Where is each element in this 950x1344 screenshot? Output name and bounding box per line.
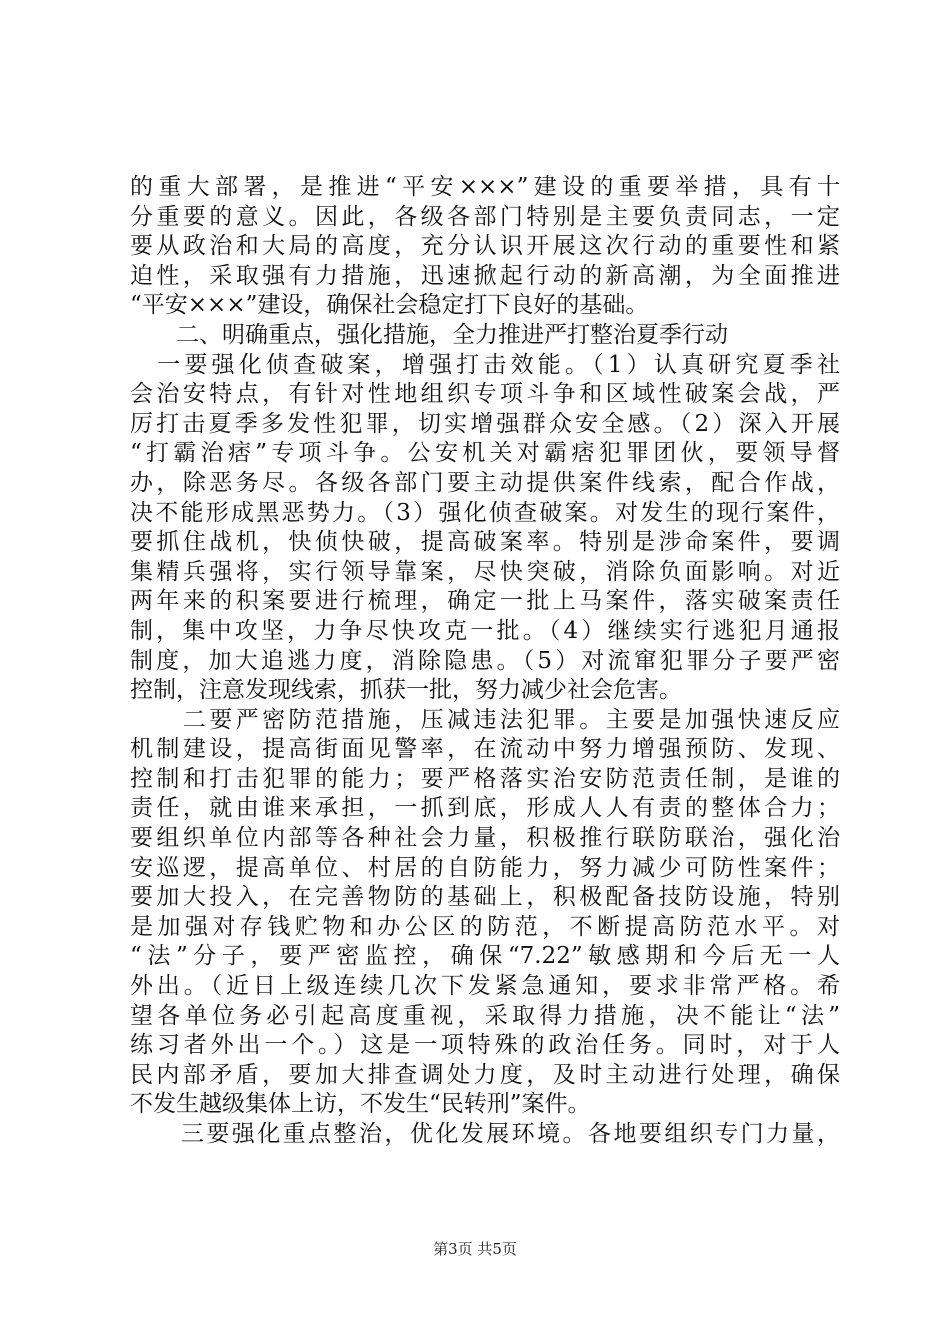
text-line: 控制和打击犯罪的能力；要严格落实治安防范责任制，是谁的: [130, 765, 840, 792]
text-line: 制，集中攻坚，力争尽快攻克一批。（4）继续实行逃犯月通报: [130, 617, 840, 644]
text-line: 要抓住战机，快侦快破，提高破案率。特别是涉命案件，要调: [130, 529, 840, 556]
text-line: 控制，注意发现线索，抓获一批，努力减少社会危害。: [130, 677, 682, 704]
text-line: 外出。（近日上级连续几次下发紧急通知，要求非常严格。希: [130, 973, 840, 1000]
text-line: “打霸治痞”专项斗争。公安机关对霸痞犯罪团伙，要领导督: [130, 440, 840, 467]
text-line: 望各单位务必引起高度重视，采取得力措施，决不能让“法”: [130, 1002, 840, 1029]
text-line: 机制建设，提高街面见警率，在流动中努力增强预防、发现、: [130, 736, 840, 763]
text-line: 办，除恶务尽。各级各部门要主动提供案件线索，配合作战，: [130, 469, 840, 496]
text-line: 分重要的意义。因此，各级各部门特别是主要负责同志，一定: [130, 203, 840, 230]
page-footer: [0, 1238, 950, 1259]
text-line: 民内部矛盾，要加大排查调处力度，及时主动进行处理，确保: [130, 1061, 840, 1088]
text-line: 要加大投入，在完善物防的基础上，积极配备技防设施，特别: [130, 884, 840, 911]
body-text: [130, 173, 840, 1150]
text-line: “法”分子，要严密监控，确保“7.22”敏感期和今后无一人: [130, 943, 840, 970]
text-line: 厉打击夏季多发性犯罪，切实增强群众安全感。（2）深入开展: [130, 410, 840, 437]
text-line: 不发生越级集体上访，不发生“民转刑”案件。: [130, 1091, 591, 1118]
text-line: 的重大部署，是推进“平安×××”建设的重要举措，具有十: [130, 174, 840, 200]
text-line: 一要强化侦查破案，增强打击效能。（1）认真研究夏季社: [130, 351, 840, 378]
text-line: 是加强对存钱贮物和办公区的防范，不断提高防范水平。对: [130, 913, 840, 940]
text-line: 制度，加大追逃力度，消除隐患。（5）对流窜犯罪分子要严密: [130, 647, 840, 674]
text-line: 会治安特点，有针对性地组织专项斗争和区域性破案会战，严: [130, 381, 840, 408]
text-line: 要组织单位内部等各种社会力量，积极推行联防联治，强化治: [130, 825, 840, 852]
text-line: 二要严密防范措施，压减违法犯罪。主要是加强快速反应: [130, 706, 840, 733]
section-heading: 二、明确重点，强化措施，全力推进严打整治夏季行动: [130, 321, 728, 348]
text-line: 责任，就由谁来承担，一抓到底，形成人人有责的整体合力；: [130, 795, 840, 822]
page-total: 共5页: [477, 1240, 517, 1258]
text-line: 要从政治和大局的高度，充分认识开展这次行动的重要性和紧: [130, 233, 840, 260]
text-line: 两年来的积案要进行梳理，确定一批上马案件，落实破案责任: [130, 588, 840, 615]
text-line: 决不能形成黑恶势力。（3）强化侦查破案。对发生的现行案件，: [130, 499, 840, 526]
text-line: 练习者外出一个。）这是一项特殊的政治任务。同时，对于人: [130, 1032, 840, 1059]
page-number: 第3页: [433, 1240, 473, 1258]
text-line: “平安×××”建设，确保社会稳定打下良好的基础。: [130, 292, 649, 319]
text-line: 迫性，采取强有力措施，迅速掀起行动的新高潮，为全面推进: [130, 262, 840, 289]
text-line: 三要强化重点整治，优化发展环境。各地要组织专门力量，: [130, 1121, 840, 1147]
text-line: 集精兵强将，实行领导靠案，尽快突破，消除负面影响。对近: [130, 558, 840, 585]
text-line: 安巡逻，提高单位、村居的自防能力，努力减少可防性案件；: [130, 854, 840, 881]
